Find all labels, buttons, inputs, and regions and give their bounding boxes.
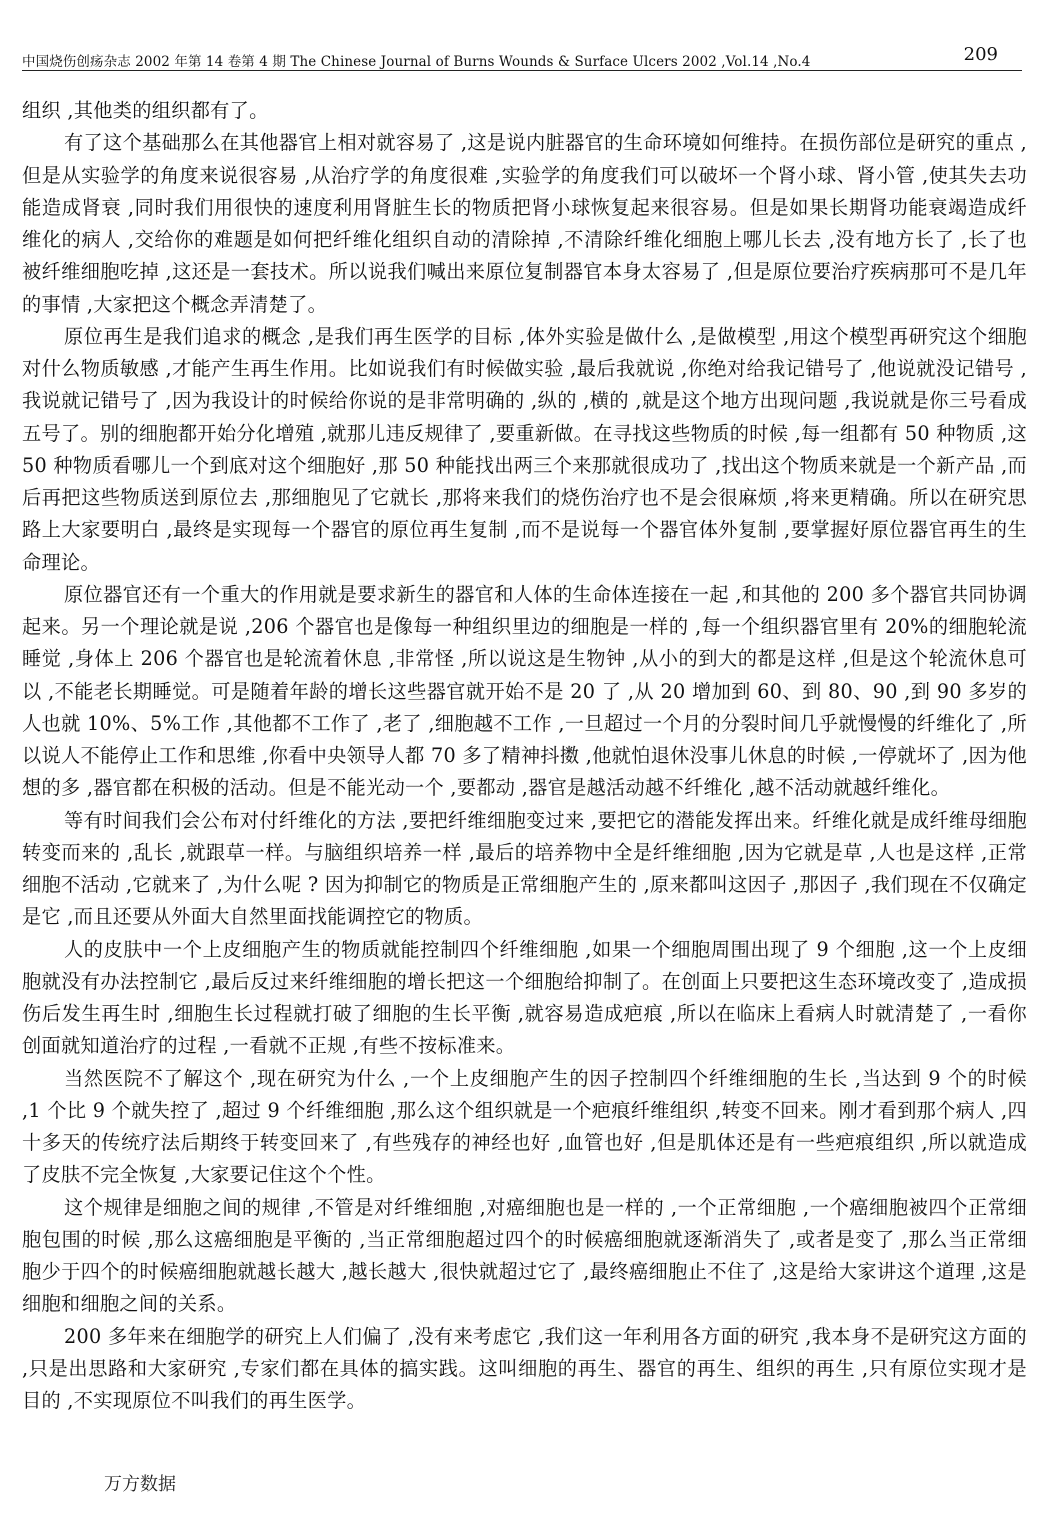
paragraph-continuation: 组织 ,其他类的组织都有了。 [22,99,269,122]
journal-citation: 中国烧伤创疡杂志 2002 年第 14 卷第 4 期 The Chinese Journal of Burns Wounds & Surface Ulcers 2002 ,Vol.14 ,No.4 [22,54,811,70]
paragraph: 有了这个基础那么在其他器官上相对就容易了 ,这是说内脏器官的生命环境如何维持。在损伤部位是研究的重点 ,但是从实验学的角度来说很容易 ,从治疗学的角度很难 ,实验学的角度我们可以破坏一个肾小球、肾小管 ,使其失去功能造成肾衰 ,同时我们用很快的速度利用肾脏生长的物质把肾小球恢复起来很容易。但是如果长期肾功能衰竭造成纤维化的病人 ,交给你的难题是如何把纤维化组织自动的清除掉 ,不清除纤维化细胞上哪儿长去 ,没有地方长了 ,长了也被纤维细胞吃掉 ,这还是一套技术。所以说我们喊出来原位复制器官本身太容易了 ,但是原位要治疗疾病那可不是几年的事情 ,大家把这个概念弄清楚了。 [22,131,1027,316]
paragraph: 当然医院不了解这个 ,现在研究为什么 ,一个上皮细胞产生的因子控制四个纤维细胞的生长 ,当达到 9 个的时候 ,1 个比 9 个就失控了 ,超过 9 个纤维细胞 ,那么这个组织就是一个疤痕纤维组织 ,转变不回来。刚才看到那个病人 ,四十多天的传统疗法后期终于转变回来了 ,有些残存的神经也好 ,血管也好 ,但是肌体还是有一些疤痕组织 ,所以就造成了皮肤不完全恢复 ,大家要记住这个个性。 [22,1066,1027,1187]
paragraph: 等有时间我们会公布对付纤维化的方法 ,要把纤维细胞变过来 ,要把它的潜能发挥出来。纤维化就是成纤维母细胞转变而来的 ,乱长 ,就跟草一样。与脑组织培养一样 ,最后的培养物中全是纤维细胞 ,因为它就是草 ,人也是这样 ,正常细胞不活动 ,它就来了 ,为什么呢 ? 因为抑制它的物质是正常细胞产生的 ,原来都叫这因子 ,那因子 ,我们现在不仅确定是它 ,而且还要从外面大自然里面找能调控它的物质。 [22,808,1027,929]
paragraph: 这个规律是细胞之间的规律 ,不管是对纤维细胞 ,对癌细胞也是一样的 ,一个正常细胞 ,一个癌细胞被四个正常细胞包围的时候 ,那么这癌细胞是平衡的 ,当正常细胞超过四个的时候癌细胞就逐渐消失了 ,或者是变了 ,那么当正常细胞少于四个的时候癌细胞就越长越大 ,越长越大 ,很快就超过它了 ,最终癌细胞止不住了 ,这是给大家讲这个道理 ,这是细胞和细胞之间的关系。 [22,1195,1027,1316]
page-number: 209 [963,44,998,65]
article-body [22,95,1027,1417]
paragraph: 原位器官还有一个重大的作用就是要求新生的器官和人体的生命体连接在一起 ,和其他的 200 多个器官共同协调起来。另一个理论就是说 ,206 个器官也是像每一种组织里边的细胞是一样的 ,每一个组织器官里有 20%的细胞轮流睡觉 ,身体上 206 个器官也是轮流着休息 ,非常怪 ,所以说这是生物钟 ,从小的到大的都是这样 ,但是这个轮流休息可以 ,不能老长期睡觉。可是随着年龄的增长这些器官就开始不是 20 了 ,从 20 增加到 60、到 80、90 ,到 90 多岁的人也就 10%、5%工作 ,其他都不工作了 ,老了 ,细胞越不工作 ,一旦超过一个月的分裂时间几乎就慢慢的纤维化了 ,所以说人不能停止工作和思维 ,你看中央领导人都 70 多了精神抖擞 ,他就怕退休没事儿休息的时候 ,一停就坏了 ,因为他想的多 ,器官都在积极的活动。但是不能光动一个 ,要都动 ,器官是越活动越不纤维化 ,越不活动就越纤维化。 [22,582,1027,800]
paragraph: 人的皮肤中一个上皮细胞产生的物质就能控制四个纤维细胞 ,如果一个细胞周围出现了 9 个细胞 ,这一个上皮细胞就没有办法控制它 ,最后反过来纤维细胞的增长把这一个细胞给抑制了。在创面上只要把这生态环境改变了 ,造成损伤后发生再生时 ,细胞生长过程就打破了细胞的生长平衡 ,就容易造成疤痕 ,所以在临床上看病人时就清楚了 ,一看你创面就知道治疗的过程 ,一看就不正规 ,有些不按标准来。 [22,937,1027,1058]
paragraph: 200 多年来在细胞学的研究上人们偏了 ,没有来考虑它 ,我们这一年利用各方面的研究 ,我本身不是研究这方面的 ,只是出思路和大家研究 ,专家们都在具体的搞实践。这叫细胞的再生、器官的再生、组织的再生 ,只有原位实现才是目的 ,不实现原位不叫我们的再生医学。 [22,1324,1027,1412]
running-header [22,44,1022,71]
paragraph: 原位再生是我们追求的概念 ,是我们再生医学的目标 ,体外实验是做什么 ,是做模型 ,用这个模型再研究这个细胞对什么物质敏感 ,才能产生再生作用。比如说我们有时候做实验 ,最后我就说 ,你绝对给我记错号了 ,他说就没记错号 ,我说就记错号了 ,因为我设计的时候给你说的是非常明确的 ,纵的 ,横的 ,就是这个地方出现问题 ,我说就是你三号看成五号了。别的细胞都开始分化增殖 ,就那儿违反规律了 ,要重新做。在寻找这些物质的时候 ,每一组都有 50 种物质 ,这 50 种物质看哪儿一个到底对这个细胞好 ,那 50 种能找出两三个来那就很成功了 ,找出这个物质来就是一个新产品 ,而后再把这些物质送到原位去 ,那细胞见了它就长 ,那将来我们的烧伤治疗也不是会很麻烦 ,将来更精确。所以在研究思路上大家要明白 ,最终是实现每一个器官的原位再生复制 ,而不是说每一个器官体外复制 ,要掌握好原位器官再生的生命理论。 [22,324,1027,574]
watermark: 万方数据 [104,1474,176,1495]
